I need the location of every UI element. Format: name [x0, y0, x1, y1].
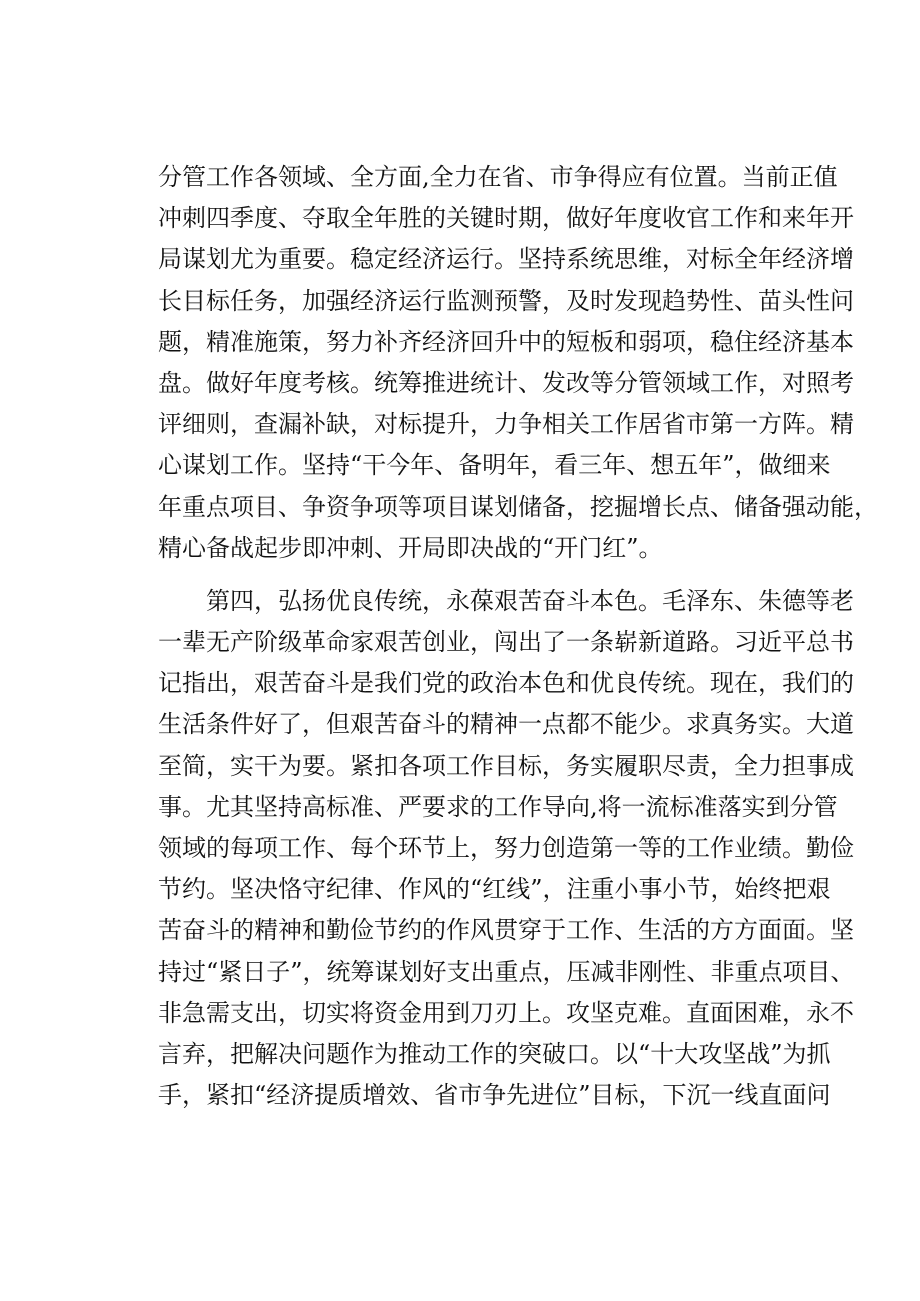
document-body: [158, 157, 878, 1116]
text-line: 生活条件好了，但艰苦奋斗的精神一点都不能少。求真务实。大道: [158, 710, 854, 739]
text-line: 手，紧扣“经济提质增效、省市争先进位”目标，下沉一线直面问: [158, 1081, 831, 1110]
text-line: 节约。坚决恪守纪律、作风的“红线”，注重小事小节，始终把艰: [158, 875, 831, 904]
paragraph-1: [158, 157, 878, 569]
text-line: 长目标任务，加强经济运行监测预警，及时发现趋势性、苗头性问: [158, 286, 854, 315]
text-line: 局谋划尤为重要。稳定经济运行。坚持系统思维，对标全年经济增: [158, 245, 854, 274]
text-line: 一辈无产阶级革命家艰苦创业，闯出了一条崭新道路。习近平总书: [158, 628, 854, 657]
text-line: 盘。做好年度考核。统筹推进统计、发改等分管领域工作，对照考: [158, 368, 854, 397]
text-line: 年重点项目、争资争项等项目谋划储备，挖掘增长点、储备强动能，: [158, 492, 878, 521]
text-line: 苦奋斗的精神和勤俭节约的作风贯穿于工作、生活的方方面面。坚: [158, 916, 854, 945]
paragraph-2: [158, 581, 855, 1116]
text-line: 心谋划工作。坚持“干今年、备明年，看三年、想五年”，做细来: [158, 451, 831, 480]
text-line: 持过“紧日子”，统筹谋划好支出重点，压减非刚性、非重点项目、: [158, 957, 855, 986]
text-line: 言弃，把解决问题作为推动工作的突破口。以“十大攻坚战”为抓: [158, 1039, 831, 1068]
text-line: 非急需支出，切实将资金用到刀刃上。攻坚克难。直面困难，永不: [158, 998, 854, 1027]
text-line: 分管工作各领域、全方面,全力在省、市争得应有位置。当前正值: [158, 163, 838, 191]
text-line: 至简，实干为要。紧扣各项工作目标，务实履职尽责，全力担事成: [158, 751, 854, 780]
text-line: 领域的每项工作、每个环节上，努力创造第一等的工作业绩。勤俭: [158, 834, 854, 862]
text-line: 冲刺四季度、夺取全年胜的关键时期，做好年度收官工作和来年开: [158, 204, 854, 233]
text-line: 题，精准施策，努力补齐经济回升中的短板和弱项，稳住经济基本: [158, 327, 854, 356]
text-line: 评细则，查漏补缺，对标提升，力争相关工作居省市第一方阵。精: [158, 410, 854, 439]
text-line: 第四，弘扬优良传统，永葆艰苦奋斗本色。毛泽东、朱德等老: [206, 586, 854, 615]
text-line: 精心备战起步即冲刺、开局即决战的“开门红”。: [158, 533, 663, 562]
text-line: 事。尤其坚持高标准、严要求的工作导向,将一流标准落实到分管: [158, 792, 838, 821]
text-line: 记指出，艰苦奋斗是我们党的政治本色和优良传统。现在，我们的: [158, 669, 854, 698]
